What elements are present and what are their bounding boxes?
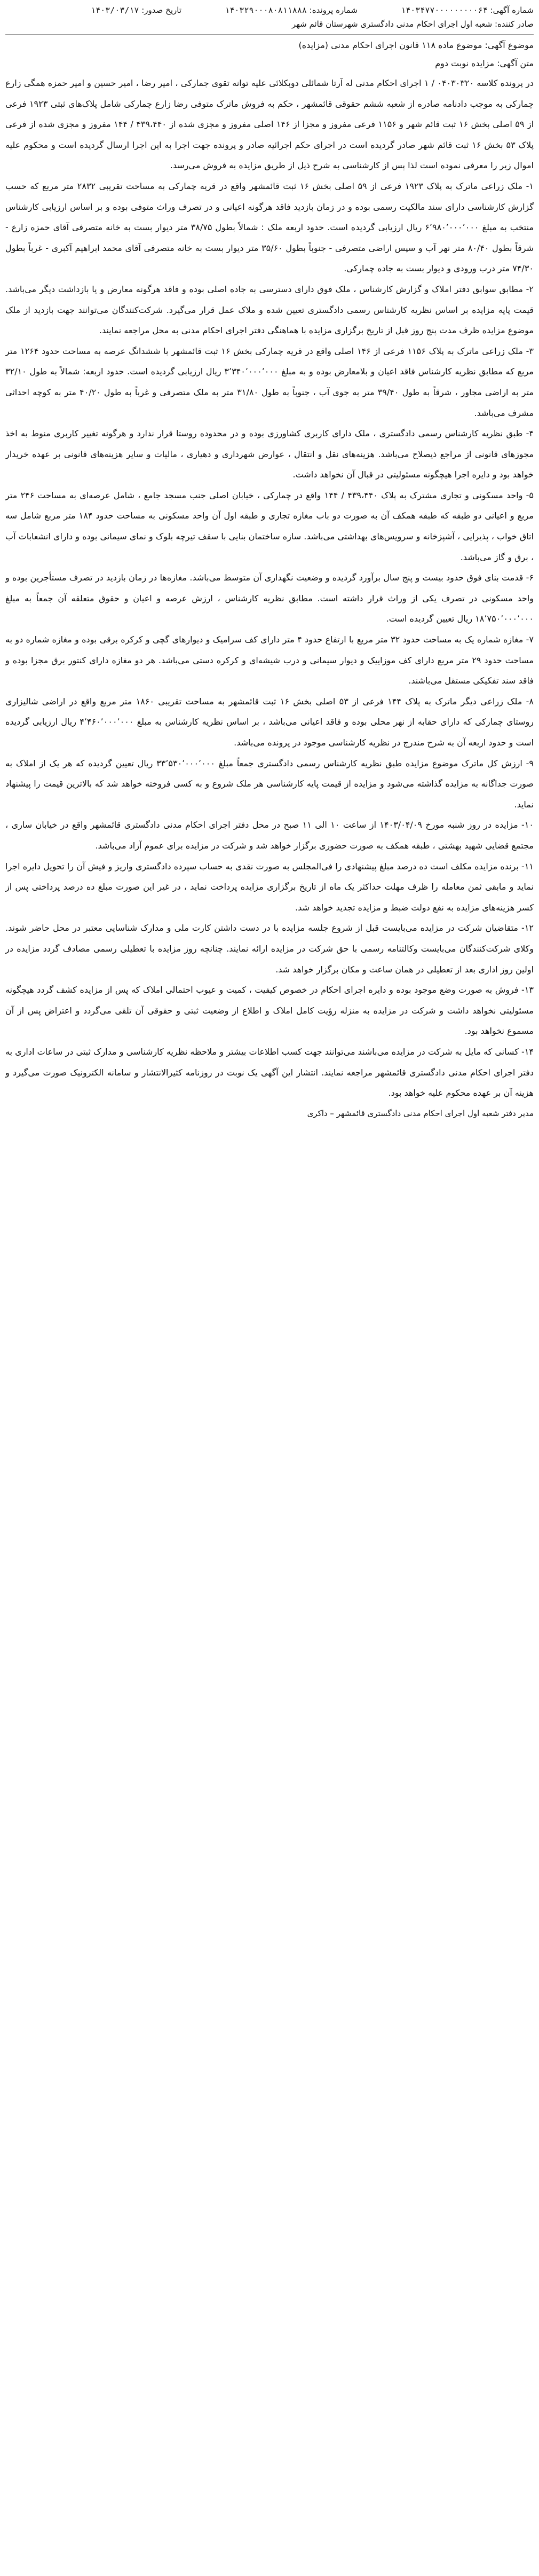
- case-number-label: شماره پرونده:: [309, 5, 358, 15]
- signature-line: مدیر دفتر شعبه اول اجرای احکام مدنی دادگستری قائمشهر – داکری: [307, 1108, 534, 1118]
- paragraph: ۱۱- برنده مزایده مکلف است ده درصد مبلغ پیشنهادی را فی‌المجلس به صورت نقدی به حساب سپرده دادگستری واریز و فیش آن را تحویل دایره اجرا نماید و مابقی ثمن معامله را ظرف مهلت حداکثر یک ماه از تاریخ برگزاری مزایده پرداخت نماید ، در غیر این صورت مبلغ ده درصد پرداختی پس از کسر هزینه‌های مزایده به نفع دولت ضبط و مزایده تجدید خواهد شد.: [5, 861, 534, 913]
- paragraph: ۱۳- فروش به صورت وضع موجود بوده و دایره اجرای احکام در خصوص کیفیت ، کمیت و عیوب احتمالی املاک که پس از مزایده کشف گردد هیچگونه مسئولیتی نخواهد داشت و شرکت در مزایده به منزله رؤیت کامل املاک و اطلاع از وضعیت ثبتی و حقوقی آن تلقی می‌گردد و اعتراض پس از آن مسموع نخواهد بود.: [5, 985, 534, 1036]
- issue-date-value: ۱۴۰۳/۰۳/۱۷: [91, 5, 139, 15]
- notice-type-line: متن آگهی: مزایده نوبت دوم: [435, 58, 534, 68]
- paragraph: ۴- طبق نظریه کارشناس رسمی دادگستری ، ملک دارای کاربری کشاورزی بوده و در محدوده روستا قرار ندارد و هرگونه تغییر کاربری منوط به اخذ مجوزهای قانونی از مراجع ذیصلاح می‌باشد. هزینه‌های نقل و انتقال ، عوارض شهرداری و دهیاری ، مالیات و سایر هزینه‌های قانونی بر عهده خریدار خواهد بود و دایره اجرا هیچگونه مسئولیتی در قبال آن نخواهد داشت.: [5, 428, 534, 480]
- paragraph: ۷- مغازه شماره یک به مساحت حدود ۳۲ متر مربع با ارتفاع حدود ۴ متر دارای کف سرامیک و دیوارهای گچی و کرکره برقی بوده و مغازه شماره دو به مساحت حدود ۲۹ متر مربع دارای کف موزاییک و دیوار سیمانی و درب شیشه‌ای و کرکره دستی می‌باشد. هر دو مغازه دارای کنتور برق مجزا بوده و فاقد سند تفکیکی مستقل می‌باشند.: [5, 634, 534, 686]
- paragraph: ۱- ملک زراعی ماترک به پلاک ۱۹۲۳ فرعی از ۵۹ اصلی بخش ۱۶ ثبت قائمشهر واقع در قریه چمارکی به مساحت تقریبی ۲۸۳۲ متر مربع که حسب گزارش کارشناسی دارای سند مالکیت رسمی بوده و در زمان بازدید فاقد هرگونه اعیانی و در تصرف وراث متوفی بوده و بر اساس ارزیابی کارشناس منتخب به مبلغ ۶٬۹۸۰٬۰۰۰٬۰۰۰ ریال ارزیابی گردیده است. حدود اربعه ملک : شمالاً بطول ۳۸/۷۵ متر دیوار بست به خانه متصرفی آقای حمزه زارع - شرقاً بطول ۸۰/۴۰ متر نهر آب و سپس اراضی متصرفی - جنوباً بطول ۳۵/۶۰ متر دیوار بست به خانه متصرفی آقای محمد ابراهیم آکبری - غرباً بطول ۷۴/۳۰ متر درب ورودی و دیوار بست به جاده چمارکی.: [5, 180, 534, 274]
- paragraph: ۹- ارزش کل ماترک موضوع مزایده طبق نظریه کارشناس رسمی دادگستری جمعاً مبلغ ۳۳٬۵۳۰٬۰۰۰٬۰۰۰ ریال تعیین گردیده که هر یک از املاک به صورت جداگانه به مزایده گذاشته می‌شود و مزایده از قیمت پایه کارشناسی هر ملک شروع و به کسی فروخته خواهد شد که بالاترین قیمت را پیشنهاد نماید.: [5, 758, 534, 810]
- issue-date-label: تاریخ صدور:: [141, 5, 181, 15]
- issuer-label: صادر کننده:: [495, 19, 534, 29]
- paragraph: ۲- مطابق سوابق دفتر املاک و گزارش کارشناس ، ملک فوق دارای دسترسی به جاده اصلی بوده و فاقد هرگونه معارض و یا بازداشت دیگر می‌باشد. قیمت پایه مزایده بر اساس نظریه کارشناس رسمی دادگستری تعیین شده و ملاک عمل قرار می‌گیرد. شرکت‌کنندگان می‌توانند جهت بازدید از ملک موضوع مزایده ظرف مدت پنج روز قبل از تاریخ برگزاری مزایده با هماهنگی دفتر اجرای احکام مدنی به محل مراجعه نمایند.: [5, 284, 534, 336]
- subject-line: موضوع آگهی: موضوع ماده ۱۱۸ قانون اجرای احکام مدنی (مزایده): [298, 40, 534, 50]
- issuer: [5, 17, 534, 31]
- paragraph: در پرونده کلاسه ۰۴۰۳۰۳۲۰ / ۱ اجرای احکام مدنی له آرتا شمائلی دوبکلائی علیه توانه تقوی جمارکی ، امیر رضا ، امیر حسین و امیر حمزه همگی زارع چمارکی به موجب دادنامه صادره از شعبه ششم حقوقی قائمشهر ، حکم به فروش ماترک متوفی رضا زارع چمارکی شامل پلاک‌های ثبتی ۱۹۲۳ فرعی از ۵۹ اصلی بخش ۱۶ ثبت قائم شهر و ۱۱۵۶ فرعی مفروز و مجزا از ۱۴۶ اصلی مفروز و مجزی شده از ۴۳۹،۴۴۰ / ۱۴۴ مفروز و مجزی شده از فرعی پلاک ۵۳ بخش ۱۶ ثبت قائم شهر صادر گردیده است در اجرای حکم اجرائیه صادر و پرونده جهت اجرا به این اجرا ارسال گردیده است و محکوم علیه اموال زیر را معرفی نموده است لذا پس از کارشناسی به شرح ذیل از طریق مزایده به فروش می‌رسد.: [5, 78, 534, 171]
- issue-date: [5, 3, 181, 17]
- notice-number-value: ۱۴۰۳۴۷۷۰۰۰۰۰۰۰۰۰۶۴: [401, 5, 488, 15]
- notice-number: [358, 3, 534, 17]
- notice-header: [5, 3, 534, 35]
- issuer-value: شعبه اول اجرای احکام مدنی دادگستری شهرستان قائم شهر: [291, 19, 493, 29]
- notice-body: [5, 73, 534, 1104]
- paragraph: ۶- قدمت بنای فوق حدود بیست و پنج سال برآورد گردیده و وضعیت نگهداری آن متوسط می‌باشد. مغازه‌ها در زمان بازدید در تصرف مستأجرین بوده و واحد مسکونی در تصرف یکی از وراث قرار داشته است. مطابق نظریه کارشناس ، ارزش عرصه و اعیان و حقوق متعلقه آن جمعاً به مبلغ ۱۸٬۷۵۰٬۰۰۰٬۰۰۰ ریال تعیین گردیده است.: [5, 572, 534, 624]
- paragraph: ۵- واحد مسکونی و تجاری مشترک به پلاک ۴۳۹،۴۴۰ / ۱۴۴ واقع در چمارکی ، خیابان اصلی جنب مسجد جامع ، شامل عرصه‌ای به مساحت ۲۴۶ متر مربع و اعیانی دو طبقه که طبقه همکف آن به صورت دو باب مغازه تجاری و طبقه اول آن واحد مسکونی به مساحت حدود ۱۸۴ متر مربع شامل سه اتاق خواب ، پذیرایی ، آشپزخانه و سرویس‌های بهداشتی می‌باشد. سازه ساختمان بنایی با سقف تیرچه بلوک و نمای سیمانی بوده و دارای انشعابات آب ، برق و گاز می‌باشد.: [5, 490, 534, 562]
- paragraph: ۳- ملک زراعی ماترک به پلاک ۱۱۵۶ فرعی از ۱۴۶ اصلی واقع در قریه چمارکی بخش ۱۶ ثبت قائمشهر با ششدانگ عرصه به مساحت حدود ۱۲۶۴ متر مربع که مطابق نظریه کارشناس فاقد اعیان و بلامعارض بوده و به مبلغ ۳٬۳۴۰٬۰۰۰٬۰۰۰ ریال ارزیابی گردیده است. حدود اربعه: شمالاً به طول ۳۲/۱۰ متر به اراضی مجاور ، شرقاً به طول ۳۹/۴۰ متر به جوی آب ، جنوباً به طول ۳۱/۸۰ متر به ملک متصرفی و غرباً به طول ۴۰/۲۰ متر به کوچه احداثی مشرف می‌باشد.: [5, 345, 534, 418]
- paragraph: ۸- ملک زراعی دیگر ماترک به پلاک ۱۴۴ فرعی از ۵۳ اصلی بخش ۱۶ ثبت قائمشهر به مساحت تقریبی ۱۸۶۰ متر مربع واقع در اراضی شالیزاری روستای چمارکی که دارای حقابه از نهر محلی بوده و فاقد اعیانی می‌باشد ، بر اساس نظریه کارشناس به مبلغ ۴٬۴۶۰٬۰۰۰٬۰۰۰ ریال ارزیابی گردیده است و حدود اربعه آن به شرح مندرج در نظریه کارشناسی موجود در پرونده می‌باشد.: [5, 696, 534, 748]
- paragraph: ۱۲- متقاضیان شرکت در مزایده می‌بایست قبل از شروع جلسه مزایده با در دست داشتن کارت ملی و مدارک شناسایی معتبر در محل حاضر شوند. وکلای شرکت‌کنندگان می‌بایست وکالتنامه رسمی با حق شرکت در مزایده ارائه نمایند. چنانچه روز مزایده با تعطیلی رسمی مصادف گردد مزایده در اولین روز اداری بعد از تعطیلی در همان ساعت و مکان برگزار خواهد شد.: [5, 923, 534, 975]
- case-number-value: ۱۴۰۳۲۹۰۰۰۸۰۸۱۱۸۸۸: [225, 5, 307, 15]
- paragraph: ۱۴- کسانی که مایل به شرکت در مزایده می‌باشند می‌توانند جهت کسب اطلاعات بیشتر و ملاحظه نظریه کارشناسی و مدارک ثبتی در ساعات اداری به دفتر اجرای احکام مدنی دادگستری قائمشهر مراجعه نمایند. انتشار این آگهی یک نوبت در روزنامه کثیرالانتشار و سامانه الکترونیک صورت می‌گیرد و هزینه آن بر عهده محکوم علیه خواهد بود.: [5, 1046, 534, 1098]
- paragraph: ۱۰- مزایده در روز شنبه مورخ ۱۴۰۳/۰۴/۰۹ از ساعت ۱۰ الی ۱۱ صبح در محل دفتر اجرای احکام مدنی دادگستری قائمشهر واقع در خیابان ساری ، مجتمع قضایی شهید بهشتی ، طبقه همکف به صورت حضوری برگزار خواهد شد و شرکت در مزایده برای عموم آزاد می‌باشد.: [5, 820, 534, 851]
- notice-number-label: شماره آگهی:: [490, 5, 534, 15]
- case-number: [181, 3, 358, 17]
